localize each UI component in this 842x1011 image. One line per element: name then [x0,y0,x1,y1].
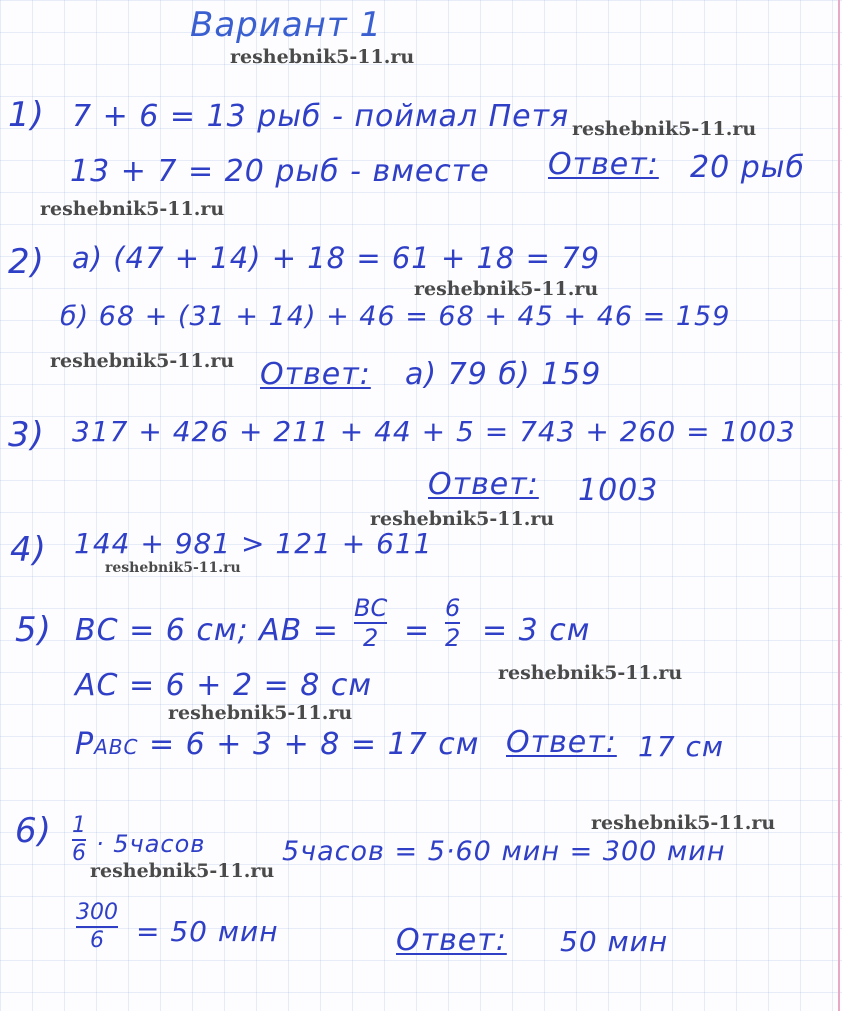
fraction-denominator: 6 [72,841,86,866]
task-number-2: 2) [8,242,45,282]
task1-line2: 13 + 7 = 20 рыб - вместе [70,154,490,189]
perimeter-symbol: P [75,727,95,762]
answer-label: Ответ: [506,725,617,760]
perimeter-expression: = 6 + 3 + 8 = 17 см [138,727,480,762]
task5-line1: BC = 6 см; AB = [75,613,339,648]
margin-line [838,0,840,1011]
task5-line3 [75,727,480,762]
answer-label: Ответ: [396,923,507,958]
task3-answer: 1003 [578,473,659,508]
fraction-denominator: 2 [445,624,461,652]
watermark: reshebnik5-11.ru [90,860,275,882]
task6-fraction-tail: · 5часов [96,830,206,858]
perimeter-subscript: ABC [94,735,139,759]
fraction-denominator: 6 [90,928,104,953]
task5-line1-tail: = 3 см [482,613,591,648]
task-number-6: 6) [15,811,52,851]
watermark: reshebnik5-11.ru [230,46,415,68]
task-number-3: 3) [8,415,45,455]
task2-line-a: а) (47 + 14) + 18 = 61 + 18 = 79 [72,241,601,275]
fraction-denominator: 2 [362,624,379,652]
page-title: Вариант 1 [190,5,383,45]
watermark: reshebnik5-11.ru [50,350,235,372]
equals-sign: = [404,613,431,648]
fraction-numerator: 300 [76,900,118,925]
fraction-1-over-6 [72,815,86,865]
task4-line1: 144 + 981 > 121 + 611 [74,527,433,560]
fraction-300-over-6 [76,902,118,952]
watermark: reshebnik5-11.ru [591,812,776,834]
task5-answer: 17 см [638,730,725,763]
watermark: reshebnik5-11.ru [370,508,555,530]
watermark: reshebnik5-11.ru [40,198,225,220]
watermark: reshebnik5-11.ru [572,118,757,140]
task6-answer: 50 мин [560,925,669,958]
fraction-numerator: BC [354,594,388,622]
answer-label: Ответ: [260,357,371,392]
answer-label: Ответ: [548,147,659,182]
answer-label: Ответ: [428,467,539,502]
task-number-4: 4) [10,530,47,570]
watermark: reshebnik5-11.ru [168,702,353,724]
task6-line2: = 50 мин [136,915,279,948]
fraction-6-over-2 [445,596,460,650]
fraction-bc-over-2 [354,596,387,650]
task6-line1: 5часов = 5·60 мин = 300 мин [282,836,726,867]
task2-answer: а) 79 б) 159 [405,357,602,392]
task-number-5: 5) [15,610,52,650]
watermark: reshebnik5-11.ru [498,662,683,684]
task3-line1: 317 + 426 + 211 + 44 + 5 = 743 + 260 = 1003 [72,415,796,448]
task5-line2: AC = 6 + 2 = 8 см [75,668,373,703]
task2-line-b: б) 68 + (31 + 14) + 46 = 68 + 45 + 46 = 159 [60,301,731,332]
task1-line1: 7 + 6 = 13 рыб - поймал Петя [72,99,570,134]
fraction-numerator: 1 [72,813,86,838]
task1-answer: 20 рыб [690,150,805,185]
task-number-1: 1) [8,95,45,135]
fraction-numerator: 6 [445,594,461,622]
watermark: reshebnik5-11.ru [105,560,241,576]
watermark: reshebnik5-11.ru [414,278,599,300]
